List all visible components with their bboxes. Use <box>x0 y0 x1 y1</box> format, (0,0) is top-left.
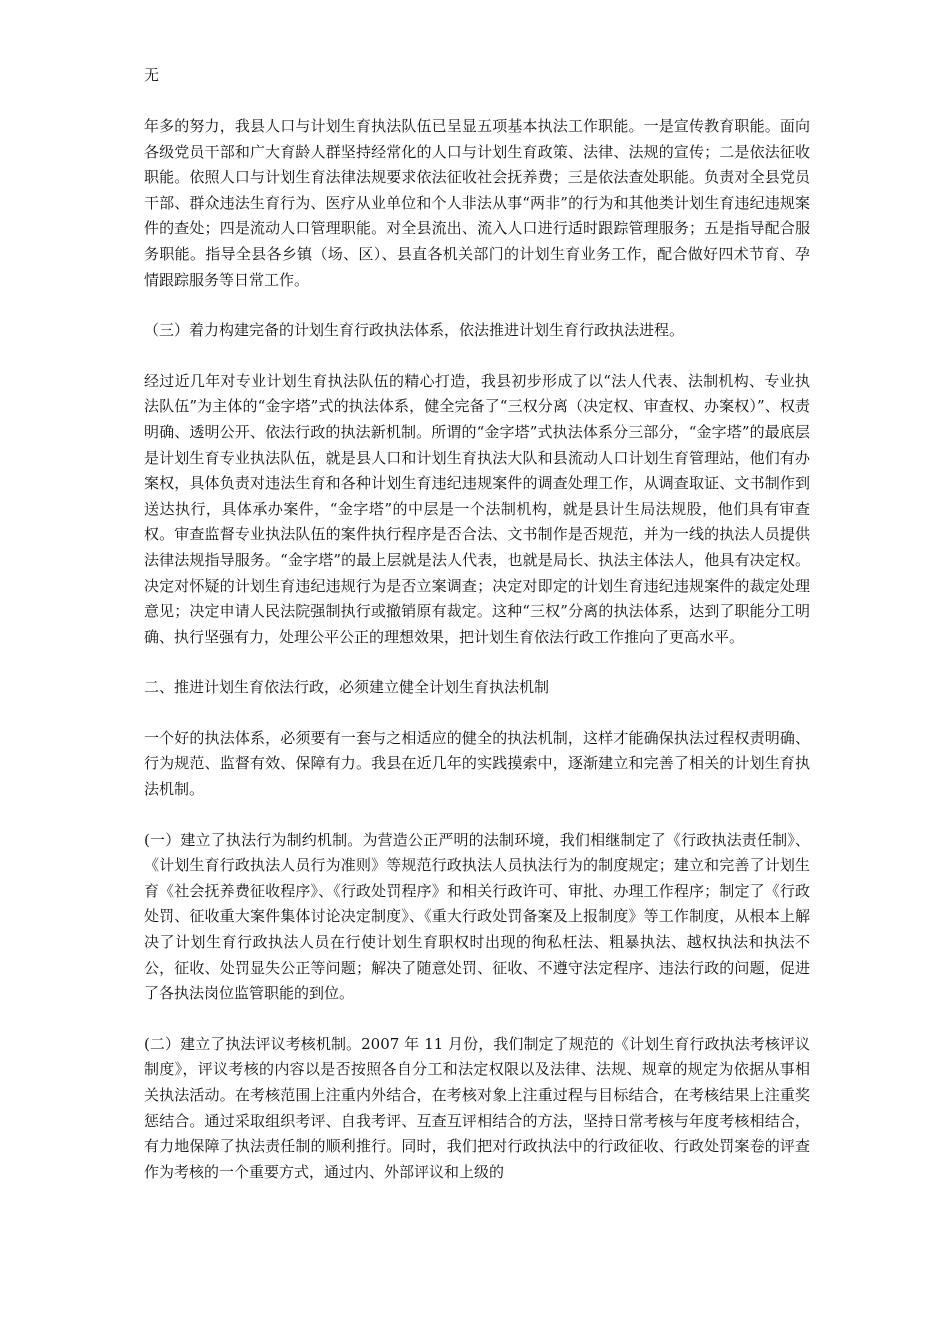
section-heading-3: （三）着力构建完备的计划生育行政执法体系，依法推进计划生育行政执法进程。 <box>144 321 685 340</box>
document-page <box>144 62 810 1210</box>
page-header: 无 <box>144 66 160 84</box>
paragraph-evaluation-mechanism: (二）建立了执法评议考核机制。2007 年 11 月份，我们制定了规范的《计划生育行政执法考核评议制度》，评议考核的内容以是否按照各自分工和法定权限以及法律、法规、规章的规定为依据从事相关执法活动。在考核范围上注重内外结合，在考核对象上注重过程与目标结合，在考核结果上注重奖惩结合。通过采取组织考评、自我考评、互查互评相结合的方法，坚持日常考核与年度考核相结合，有力地保障了执法责任制的顺利推行。同时，我们把对行政执法中的行政征收、行政处罚案卷的评查作为考核的一个重要方式，通过内、外部评议和上级的 <box>144 1034 810 1181</box>
paragraph-functions: 年多的努力，我县人口与计划生育执法队伍已呈显五项基本执法工作职能。一是宣传教育职能。面向各级党员干部和广大育龄人群坚持经常化的人口与计划生育政策、法律、法规的宣传；二是依法征收职能。依照人口与计划生育法律法规要求依法征收社会抚养费；三是依法查处职能。负责对全县党员干部、群众违法生育行为、医疗从业单位和个人非法从事“两非”的行为和其他类计划生育违纪违规案件的查处；四是流动人口管理职能。对全县流出、流入人口进行适时跟踪管理服务；五是指导配合服务职能。指导全县各乡镇（场、区）、县直各机关部门的计划生育业务工作，配合做好四术节育、孕情跟踪服务等日常工作。 <box>144 117 810 289</box>
paragraph-pyramid-system: 经过近几年对专业计划生育执法队伍的精心打造，我县初步形成了以“法人代表、法制机构、专业执法队伍”为主体的“金字塔”式的执法体系，健全完备了“三权分离（决定权、审查权、办案权）”、权责明确、透明公开、依法行政的执法新机制。所谓的“金字塔”式执法体系分三部分，“金字塔”的最底层是计划生育专业执法队伍，就是县人口和计划生育执法大队和县流动人口计划生育管理站，他们有办案权，具体负责对违法生育和各种计划生育违纪违规案件的调查处理工作，从调查取证、文书制作到送达执行，具体承办案件，“金字塔”的中层是一个法制机构，就是县计生局法规股，他们具有审查权。审查监督专业执法队伍的案件执行程序是否合法、文书制作是否规范，并为一线的执法人员提供法律法规指导服务。“金字塔”的最上层就是法人代表，也就是局长、执法主体法人，他具有决定权。决定对怀疑的计划生育违纪违规行为是否立案调查；决定对即定的计划生育违纪违规案件的裁定处理意见；决定申请人民法院强制执行或撤销原有裁定。这种“三权”分离的执法体系，达到了职能分工明确、执行坚强有力，处理公平公正的理想效果，把计划生育依法行政工作推向了更高水平。 <box>144 371 810 646</box>
paragraph-restraint-mechanism: (一）建立了执法行为制约机制。为营造公正严明的法制环境，我们相继制定了《行政执法责任制》、《计划生育行政执法人员行为准则》等规范行政执法人员执法行为的制度规定；建立和完善了计划生育《社会抚养费征收程序》、《行政处罚程序》和相关行政许可、审批、办理工作程序；制定了《行政处罚、征收重大案件集体讨论决定制度》、《重大行政处罚备案及上报制度》等工作制度，从根本上解决了计划生育行政执法人员在行使计划生育职权时出现的徇私枉法、粗暴执法、越权执法和执法不公，征收、处罚显失公正等问题；解决了随意处罚、征收、不遵守法定程序、违法行政的问题，促进了各执法岗位监管职能的到位。 <box>144 830 810 1003</box>
paragraph-mechanism-intro: 一个好的执法体系，必须要有一套与之相适应的健全的执法机制，这样才能确保执法过程权责明确、行为规范、监督有效、保障有力。我县在近几年的实践摸索中，逐渐建立和完善了相关的计划生育执法机制。 <box>144 728 810 799</box>
chapter-heading-2: 二、推进计划生育依法行政，必须建立健全计划生育执法机制 <box>144 678 550 697</box>
